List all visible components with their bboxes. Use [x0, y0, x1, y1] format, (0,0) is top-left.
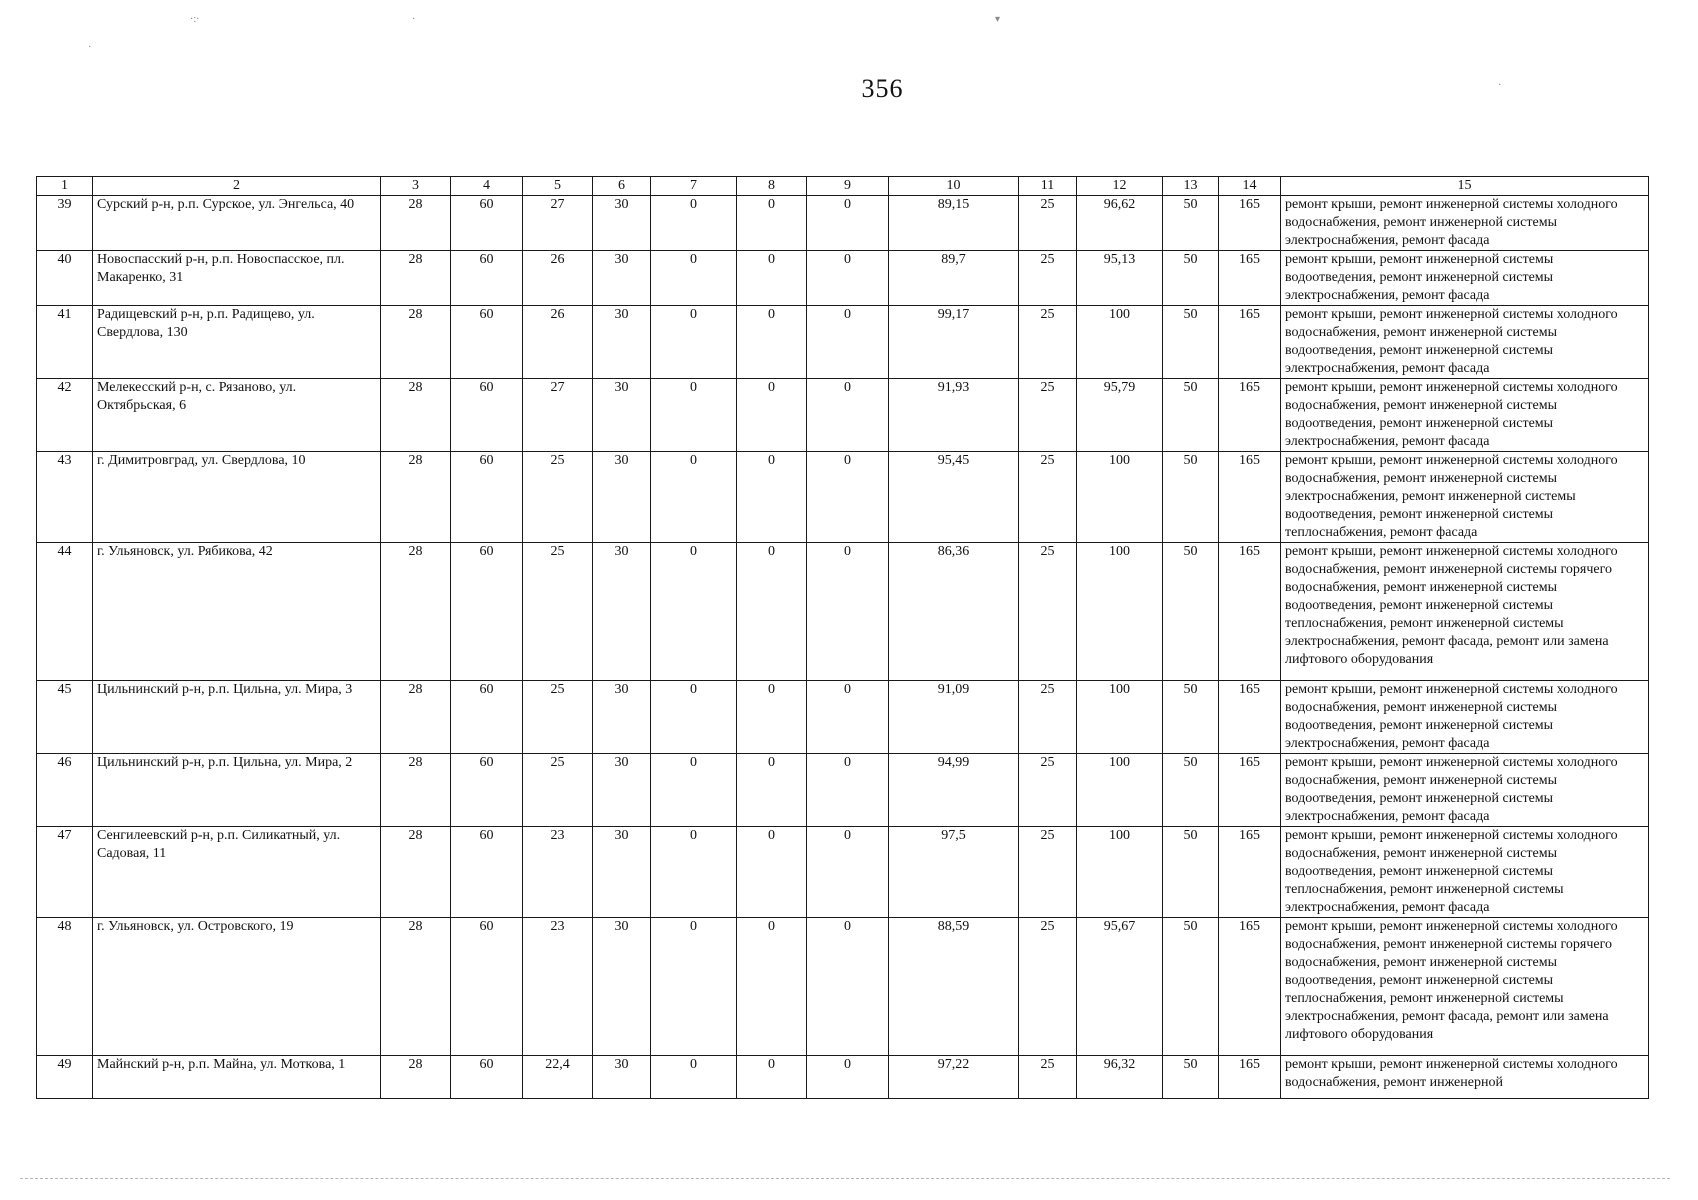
column-header: 12	[1077, 177, 1163, 196]
cell-col-10: 97,22	[889, 1056, 1019, 1099]
column-header: 15	[1281, 177, 1649, 196]
table-row	[37, 251, 1649, 306]
cell-col-11: 25	[1019, 827, 1077, 918]
cell-col-3: 28	[381, 827, 451, 918]
cell-col-11: 25	[1019, 196, 1077, 251]
cell-col-12: 95,13	[1077, 251, 1163, 306]
cell-col-4: 60	[451, 543, 523, 681]
cell-col-12: 95,67	[1077, 918, 1163, 1056]
cell-col-9: 0	[807, 306, 889, 379]
column-header: 2	[93, 177, 381, 196]
cell-address: Мелекесский р-н, с. Рязаново, ул. Октябрьская, 6	[93, 379, 381, 452]
cell-col-8: 0	[737, 918, 807, 1056]
column-header: 7	[651, 177, 737, 196]
cell-col-4: 60	[451, 306, 523, 379]
cell-col-7: 0	[651, 1056, 737, 1099]
cell-col-12: 96,62	[1077, 196, 1163, 251]
cell-col-8: 0	[737, 1056, 807, 1099]
cell-col-11: 25	[1019, 754, 1077, 827]
cell-work-types: ремонт крыши, ремонт инженерной системы холодного водоснабжения, ремонт инженерной	[1281, 1056, 1649, 1099]
cell-col-3: 28	[381, 306, 451, 379]
cell-address: Цильнинский р-н, р.п. Цильна, ул. Мира, 3	[93, 681, 381, 754]
cell-col-14: 165	[1219, 379, 1281, 452]
cell-col-11: 25	[1019, 251, 1077, 306]
cell-work-types: ремонт крыши, ремонт инженерной системы холодного водоснабжения, ремонт инженерной системы горячего водоснабжения, ремонт инженерной системы водоотведения, ремонт инженерной системы теплоснабжения, ремонт инженерной системы электроснабжения, ремонт фасада, ремонт или замена лифтового оборудования	[1281, 543, 1649, 681]
cell-col-8: 0	[737, 754, 807, 827]
cell-col-8: 0	[737, 543, 807, 681]
column-header: 5	[523, 177, 593, 196]
cell-work-types: ремонт крыши, ремонт инженерной системы водоотведения, ремонт инженерной системы электроснабжения, ремонт фасада	[1281, 251, 1649, 306]
cell-col-11: 25	[1019, 379, 1077, 452]
cell-col-14: 165	[1219, 827, 1281, 918]
scan-speck: ·	[88, 42, 92, 53]
cell-col-7: 0	[651, 379, 737, 452]
cell-col-3: 28	[381, 681, 451, 754]
cell-col-5: 22,4	[523, 1056, 593, 1099]
table-row	[37, 681, 1649, 754]
cell-col-12: 100	[1077, 681, 1163, 754]
cell-col-9: 0	[807, 754, 889, 827]
cell-address: Сенгилеевский р-н, р.п. Силикатный, ул. Садовая, 11	[93, 827, 381, 918]
cell-col-6: 30	[593, 543, 651, 681]
cell-col-14: 165	[1219, 306, 1281, 379]
cell-col-11: 25	[1019, 306, 1077, 379]
cell-col-6: 30	[593, 196, 651, 251]
cell-col-10: 94,99	[889, 754, 1019, 827]
table-row	[37, 754, 1649, 827]
cell-col-9: 0	[807, 196, 889, 251]
cell-col-11: 25	[1019, 1056, 1077, 1099]
cell-row-number: 47	[37, 827, 93, 918]
cell-col-8: 0	[737, 827, 807, 918]
cell-col-9: 0	[807, 681, 889, 754]
cell-col-13: 50	[1163, 543, 1219, 681]
table-row	[37, 543, 1649, 681]
cell-col-12: 100	[1077, 306, 1163, 379]
cell-col-5: 23	[523, 918, 593, 1056]
cell-work-types: ремонт крыши, ремонт инженерной системы холодного водоснабжения, ремонт инженерной системы электроснабжения, ремонт инженерной системы водоотведения, ремонт инженерной системы теплоснабжения, ремонт фасада	[1281, 452, 1649, 543]
cell-col-11: 25	[1019, 681, 1077, 754]
cell-col-4: 60	[451, 196, 523, 251]
cell-col-13: 50	[1163, 1056, 1219, 1099]
column-header: 14	[1219, 177, 1281, 196]
cell-col-6: 30	[593, 754, 651, 827]
cell-col-10: 91,09	[889, 681, 1019, 754]
cell-col-12: 95,79	[1077, 379, 1163, 452]
cell-col-14: 165	[1219, 681, 1281, 754]
cell-col-8: 0	[737, 251, 807, 306]
column-header: 10	[889, 177, 1019, 196]
cell-col-3: 28	[381, 452, 451, 543]
cell-row-number: 45	[37, 681, 93, 754]
cell-col-8: 0	[737, 681, 807, 754]
cell-col-14: 165	[1219, 251, 1281, 306]
scan-speck: ·	[1498, 80, 1502, 91]
cell-col-13: 50	[1163, 452, 1219, 543]
cell-col-12: 100	[1077, 754, 1163, 827]
cell-row-number: 41	[37, 306, 93, 379]
cell-col-12: 96,32	[1077, 1056, 1163, 1099]
cell-col-14: 165	[1219, 196, 1281, 251]
cell-col-11: 25	[1019, 918, 1077, 1056]
cell-col-4: 60	[451, 452, 523, 543]
cell-col-6: 30	[593, 452, 651, 543]
cell-col-14: 165	[1219, 452, 1281, 543]
scan-speck: ·	[412, 14, 416, 25]
cell-col-11: 25	[1019, 543, 1077, 681]
cell-col-14: 165	[1219, 918, 1281, 1056]
cell-col-3: 28	[381, 379, 451, 452]
column-number-row	[37, 177, 1649, 196]
cell-col-5: 27	[523, 196, 593, 251]
cell-row-number: 46	[37, 754, 93, 827]
table-row	[37, 379, 1649, 452]
cell-col-10: 99,17	[889, 306, 1019, 379]
cell-address: Новоспасский р-н, р.п. Новоспасское, пл. Макаренко, 31	[93, 251, 381, 306]
cell-col-5: 26	[523, 251, 593, 306]
table-row	[37, 1056, 1649, 1099]
cell-col-9: 0	[807, 918, 889, 1056]
scan-edge-dots	[20, 1178, 1670, 1179]
cell-row-number: 49	[37, 1056, 93, 1099]
cell-col-6: 30	[593, 379, 651, 452]
cell-address: г. Ульяновск, ул. Рябикова, 42	[93, 543, 381, 681]
cell-col-10: 88,59	[889, 918, 1019, 1056]
cell-col-10: 97,5	[889, 827, 1019, 918]
cell-row-number: 43	[37, 452, 93, 543]
cell-col-5: 27	[523, 379, 593, 452]
cell-col-3: 28	[381, 1056, 451, 1099]
cell-col-7: 0	[651, 251, 737, 306]
scan-speck: ▾	[995, 14, 1001, 25]
cell-col-4: 60	[451, 827, 523, 918]
cell-col-7: 0	[651, 681, 737, 754]
cell-col-3: 28	[381, 754, 451, 827]
table-row	[37, 827, 1649, 918]
cell-row-number: 40	[37, 251, 93, 306]
cell-col-3: 28	[381, 543, 451, 681]
cell-work-types: ремонт крыши, ремонт инженерной системы холодного водоснабжения, ремонт инженерной системы горячего водоснабжения, ремонт инженерной системы водоотведения, ремонт инженерной системы теплоснабжения, ремонт инженерной системы электроснабжения, ремонт фасада, ремонт или замена лифтового оборудования	[1281, 918, 1649, 1056]
cell-col-7: 0	[651, 306, 737, 379]
cell-col-6: 30	[593, 1056, 651, 1099]
cell-col-13: 50	[1163, 681, 1219, 754]
cell-address: Майнский р-н, р.п. Майна, ул. Моткова, 1	[93, 1056, 381, 1099]
cell-col-13: 50	[1163, 827, 1219, 918]
cell-col-12: 100	[1077, 827, 1163, 918]
cell-col-8: 0	[737, 452, 807, 543]
column-header: 8	[737, 177, 807, 196]
table-row	[37, 452, 1649, 543]
cell-col-6: 30	[593, 251, 651, 306]
cell-work-types: ремонт крыши, ремонт инженерной системы холодного водоснабжения, ремонт инженерной системы водоотведения, ремонт инженерной системы электроснабжения, ремонт фасада	[1281, 681, 1649, 754]
cell-address: г. Ульяновск, ул. Островского, 19	[93, 918, 381, 1056]
cell-address: Цильнинский р-н, р.п. Цильна, ул. Мира, 2	[93, 754, 381, 827]
cell-col-9: 0	[807, 379, 889, 452]
cell-work-types: ремонт крыши, ремонт инженерной системы холодного водоснабжения, ремонт инженерной системы водоотведения, ремонт инженерной системы электроснабжения, ремонт фасада	[1281, 754, 1649, 827]
column-header: 3	[381, 177, 451, 196]
table-row	[37, 306, 1649, 379]
column-header: 1	[37, 177, 93, 196]
cell-col-6: 30	[593, 306, 651, 379]
cell-col-9: 0	[807, 452, 889, 543]
scan-speck: ·:·	[190, 14, 200, 25]
cell-col-14: 165	[1219, 543, 1281, 681]
cell-col-13: 50	[1163, 918, 1219, 1056]
cell-work-types: ремонт крыши, ремонт инженерной системы холодного водоснабжения, ремонт инженерной системы водоотведения, ремонт инженерной системы электроснабжения, ремонт фасада	[1281, 379, 1649, 452]
column-header: 11	[1019, 177, 1077, 196]
cell-col-14: 165	[1219, 754, 1281, 827]
cell-col-5: 25	[523, 681, 593, 754]
column-header: 6	[593, 177, 651, 196]
cell-col-4: 60	[451, 754, 523, 827]
cell-work-types: ремонт крыши, ремонт инженерной системы холодного водоснабжения, ремонт инженерной системы водоотведения, ремонт инженерной системы электроснабжения, ремонт фасада	[1281, 306, 1649, 379]
cell-col-3: 28	[381, 251, 451, 306]
cell-col-7: 0	[651, 196, 737, 251]
cell-col-10: 89,7	[889, 251, 1019, 306]
cell-col-5: 25	[523, 754, 593, 827]
cell-col-9: 0	[807, 251, 889, 306]
cell-col-11: 25	[1019, 452, 1077, 543]
cell-col-5: 23	[523, 827, 593, 918]
cell-col-13: 50	[1163, 196, 1219, 251]
cell-col-6: 30	[593, 827, 651, 918]
cell-col-13: 50	[1163, 754, 1219, 827]
cell-col-8: 0	[737, 196, 807, 251]
cell-col-3: 28	[381, 918, 451, 1056]
cell-col-13: 50	[1163, 306, 1219, 379]
cell-col-13: 50	[1163, 379, 1219, 452]
cell-col-3: 28	[381, 196, 451, 251]
column-header: 13	[1163, 177, 1219, 196]
cell-col-8: 0	[737, 379, 807, 452]
cell-row-number: 39	[37, 196, 93, 251]
cell-col-10: 86,36	[889, 543, 1019, 681]
column-header: 4	[451, 177, 523, 196]
cell-col-4: 60	[451, 1056, 523, 1099]
page-number: 356	[861, 74, 904, 103]
cell-col-10: 95,45	[889, 452, 1019, 543]
cell-address: Радищевский р-н, р.п. Радищево, ул. Свердлова, 130	[93, 306, 381, 379]
cell-col-7: 0	[651, 827, 737, 918]
table-row	[37, 196, 1649, 251]
cell-col-7: 0	[651, 452, 737, 543]
cell-col-8: 0	[737, 306, 807, 379]
cell-col-4: 60	[451, 918, 523, 1056]
cell-col-5: 25	[523, 452, 593, 543]
cell-col-5: 25	[523, 543, 593, 681]
cell-col-4: 60	[451, 251, 523, 306]
cell-col-9: 0	[807, 1056, 889, 1099]
cell-col-6: 30	[593, 681, 651, 754]
cell-col-12: 100	[1077, 543, 1163, 681]
cell-col-4: 60	[451, 379, 523, 452]
cell-col-12: 100	[1077, 452, 1163, 543]
cell-row-number: 44	[37, 543, 93, 681]
cell-work-types: ремонт крыши, ремонт инженерной системы холодного водоснабжения, ремонт инженерной системы водоотведения, ремонт инженерной системы теплоснабжения, ремонт инженерной системы электроснабжения, ремонт фасада	[1281, 827, 1649, 918]
column-header: 9	[807, 177, 889, 196]
cell-col-6: 30	[593, 918, 651, 1056]
cell-work-types: ремонт крыши, ремонт инженерной системы холодного водоснабжения, ремонт инженерной системы электроснабжения, ремонт фасада	[1281, 196, 1649, 251]
cell-row-number: 48	[37, 918, 93, 1056]
cell-col-9: 0	[807, 543, 889, 681]
cell-row-number: 42	[37, 379, 93, 452]
repair-program-table	[36, 176, 1649, 1099]
cell-col-7: 0	[651, 754, 737, 827]
cell-col-7: 0	[651, 918, 737, 1056]
cell-col-13: 50	[1163, 251, 1219, 306]
cell-col-10: 89,15	[889, 196, 1019, 251]
cell-col-4: 60	[451, 681, 523, 754]
cell-col-9: 0	[807, 827, 889, 918]
cell-address: Сурский р-н, р.п. Сурское, ул. Энгельса, 40	[93, 196, 381, 251]
cell-col-7: 0	[651, 543, 737, 681]
cell-col-10: 91,93	[889, 379, 1019, 452]
table-row	[37, 918, 1649, 1056]
cell-col-14: 165	[1219, 1056, 1281, 1099]
cell-address: г. Димитровград, ул. Свердлова, 10	[93, 452, 381, 543]
cell-col-5: 26	[523, 306, 593, 379]
